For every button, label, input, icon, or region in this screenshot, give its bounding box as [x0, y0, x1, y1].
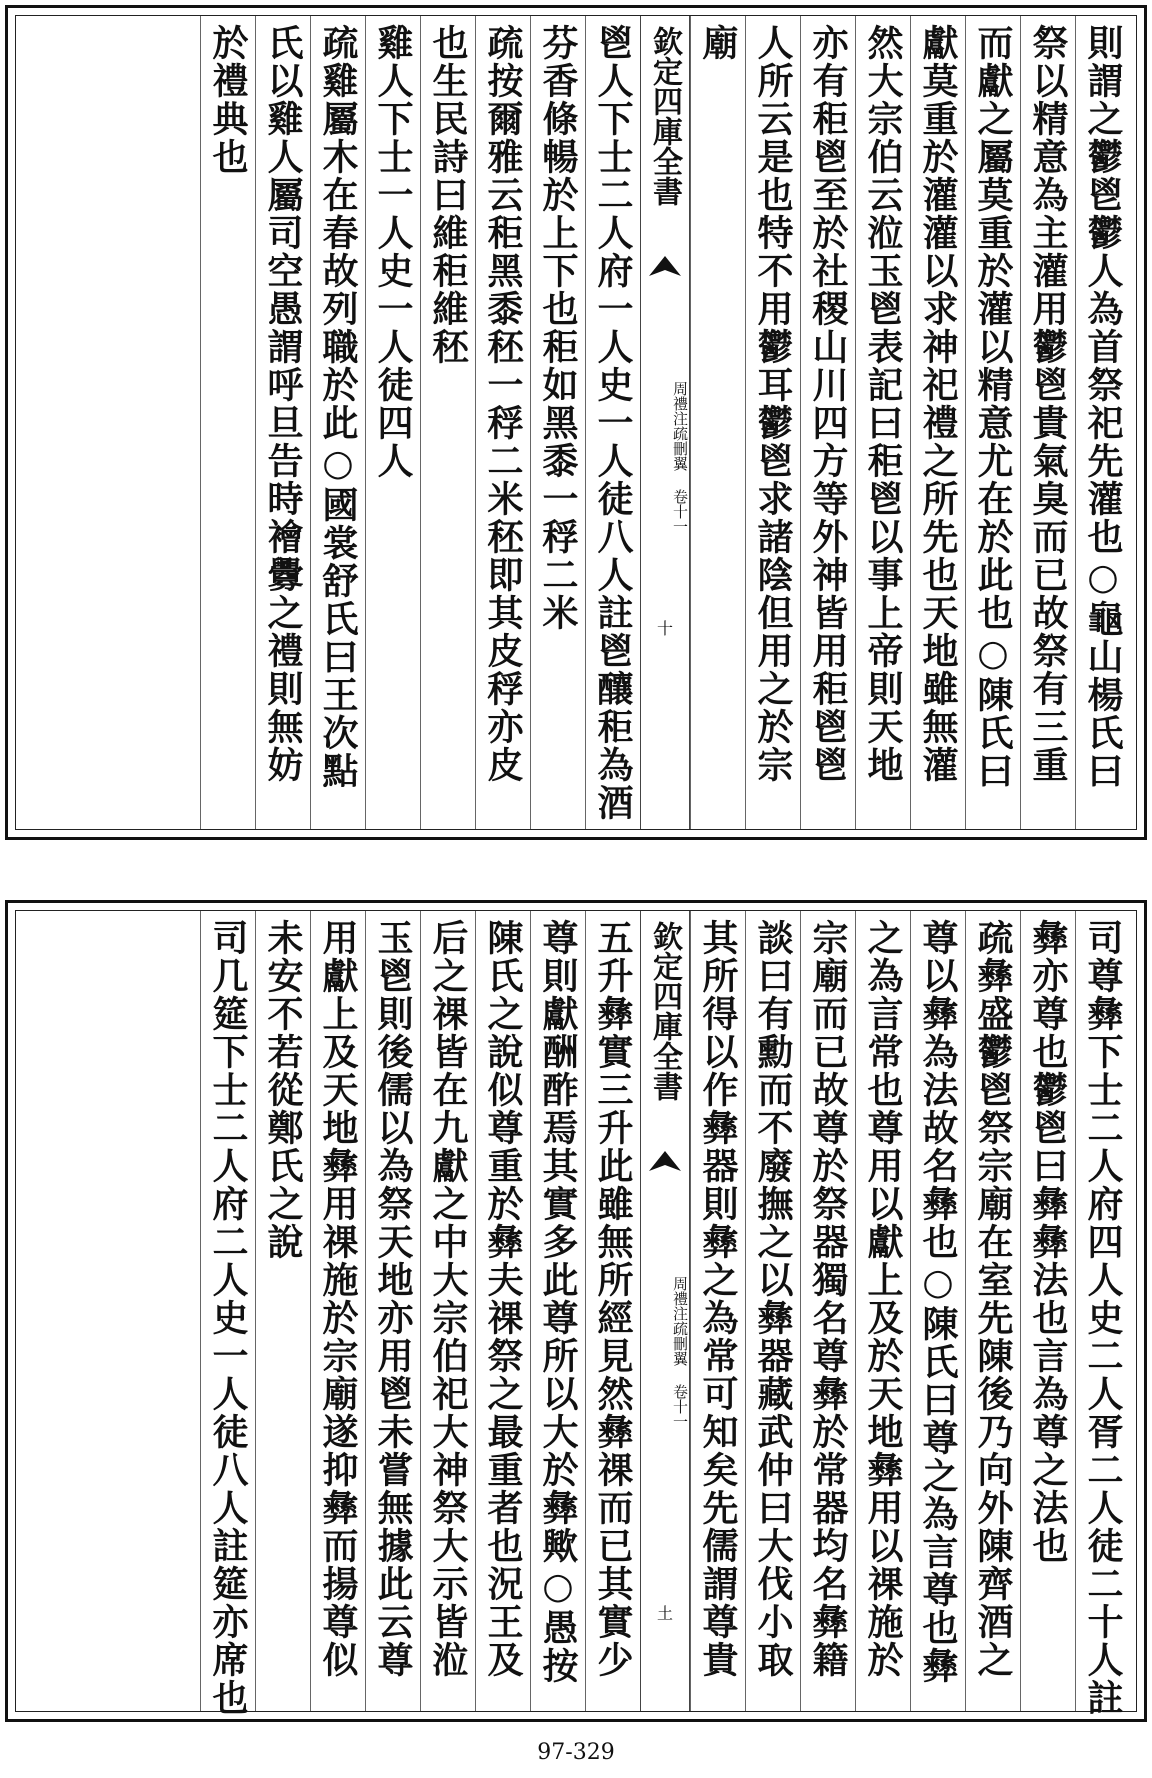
text-column [1020, 911, 1075, 1711]
text-column [855, 16, 910, 829]
book-title: 欽定四庫全書 [647, 921, 682, 1101]
column-text: 祭以精意為主灌用鬱鬯貴氣臭而已故祭有三重 [1027, 24, 1069, 784]
column-text: 亦有秬鬯至於社稷山川四方等外神皆用秬鬯鬯 [807, 24, 849, 784]
column-text: 芬香條暢於上下也秬如黑黍一稃二米 [537, 24, 579, 632]
text-column [255, 911, 310, 1711]
column-text: 於禮典也 [207, 24, 249, 176]
fishtail-mark-icon [649, 1151, 681, 1171]
text-column [365, 911, 420, 1711]
column-text: 之為言常也尊用以獻上及於天地彝用以祼施於 [862, 919, 904, 1679]
page-bottom [5, 900, 1147, 1722]
column-text: 人所云是也特不用鬱耳鬱鬯求諸陰但用之於宗 [752, 24, 794, 784]
column-text: 用獻上及天地彝用祼施於宗廟遂抑彝而揚尊似 [317, 919, 359, 1679]
text-column [530, 16, 585, 829]
text-column [310, 911, 365, 1711]
page-gutter [640, 16, 690, 829]
text-column [200, 16, 255, 829]
text-column [475, 16, 530, 829]
chapter-label: 周禮注疏刪翼 卷十一 [671, 1276, 689, 1429]
column-text: 司尊彝下士二人府四人史二人胥二人徒二十人註 [1082, 919, 1124, 1717]
column-text: 氏以雞人屬司空愚謂呼旦告時襘釁之禮則無妨 [262, 24, 304, 784]
text-column [475, 911, 530, 1711]
text-column [420, 16, 475, 829]
column-text: 尊以彝為法故名彝也○陳氏曰尊之為言尊也彝 [917, 919, 959, 1685]
text-column [745, 16, 800, 829]
column-text: 鬯人下士二人府一人史一人徒八人註鬯釀秬為酒 [592, 24, 634, 822]
column-text: 而獻之屬莫重於灌以精意尤在於此也○陳氏曰 [972, 24, 1014, 790]
column-text: 廟 [697, 24, 739, 62]
text-column [965, 911, 1020, 1711]
page-top [5, 5, 1147, 840]
text-column [745, 911, 800, 1711]
text-frame [15, 910, 1137, 1717]
text-column [310, 16, 365, 829]
column-text: 疏彝盛鬱鬯祭宗廟在室先陳後乃向外陳齊酒之 [972, 919, 1014, 1679]
text-column [800, 911, 855, 1711]
column-text: 后之祼皆在九獻之中大宗伯祀大神祭大示皆涖 [427, 919, 469, 1679]
column-text: 玉鬯則後儒以為祭天地亦用鬯未嘗無據此云尊 [372, 919, 414, 1679]
column-text: 也生民詩曰維秬維秠 [427, 24, 469, 366]
leaf-number: 土 [656, 1604, 673, 1623]
column-text: 宗廟而已故尊於祭器獨名尊彝於常器均名彝籍 [807, 919, 849, 1679]
page-gutter [640, 911, 690, 1711]
text-column [530, 911, 585, 1711]
leaf-number: 十 [656, 619, 673, 638]
text-column [910, 16, 965, 829]
text-frame [15, 15, 1137, 830]
column-text: 然大宗伯云涖玉鬯表記曰秬鬯以事上帝則天地 [862, 24, 904, 784]
fishtail-mark-icon [649, 256, 681, 276]
text-column [910, 911, 965, 1711]
column-text: 獻莫重於灌灌以求神祀禮之所先也天地雖無灌 [917, 24, 959, 784]
chapter-label: 周禮注疏刪翼 卷十一 [671, 381, 689, 534]
text-column [420, 911, 475, 1711]
column-text: 尊則獻酬酢焉其實多此尊所以大於彝歟○愚按 [537, 919, 579, 1685]
text-column [800, 16, 855, 829]
text-column [690, 16, 745, 829]
column-text: 未安不若從鄭氏之說 [262, 919, 304, 1261]
book-title: 欽定四庫全書 [647, 26, 682, 206]
column-text: 司几筵下士二人府二人史一人徒八人註筵亦席也 [207, 919, 249, 1717]
text-column [585, 911, 640, 1711]
column-text: 談曰有勳而不廢撫之以彝器藏武仲曰大伐小取 [752, 919, 794, 1679]
text-column [585, 16, 640, 829]
column-text: 疏按爾雅云秬黑黍秠一稃二米秠即其皮稃亦皮 [482, 24, 524, 784]
text-column [1020, 16, 1075, 829]
column-text: 彝亦尊也鬱鬯曰彝彝法也言為尊之法也 [1027, 919, 1069, 1565]
column-text: 疏雞屬木在春故列職於此○國裳舒氏曰王次點 [317, 24, 359, 790]
text-column [365, 16, 420, 829]
column-text: 陳氏之說似尊重於彝夫祼祭之最重者也況王及 [482, 919, 524, 1679]
text-column [1075, 16, 1130, 829]
text-column [1075, 911, 1130, 1717]
text-column [690, 911, 745, 1711]
column-text: 五升彝實三升此雖無所經見然彝祼而已其實少 [592, 919, 634, 1679]
text-column [255, 16, 310, 829]
column-text: 雞人下士一人史一人徒四人 [372, 24, 414, 480]
column-text: 其所得以作彝器則彝之為常可知矣先儒謂尊貴 [697, 919, 739, 1679]
text-column [855, 911, 910, 1711]
text-column [200, 911, 255, 1717]
page-footer-number: 97-329 [537, 1740, 615, 1765]
text-column [965, 16, 1020, 829]
column-text: 則謂之鬱鬯鬱人為首祭祀先灌也○龜山楊氏曰 [1082, 24, 1124, 790]
